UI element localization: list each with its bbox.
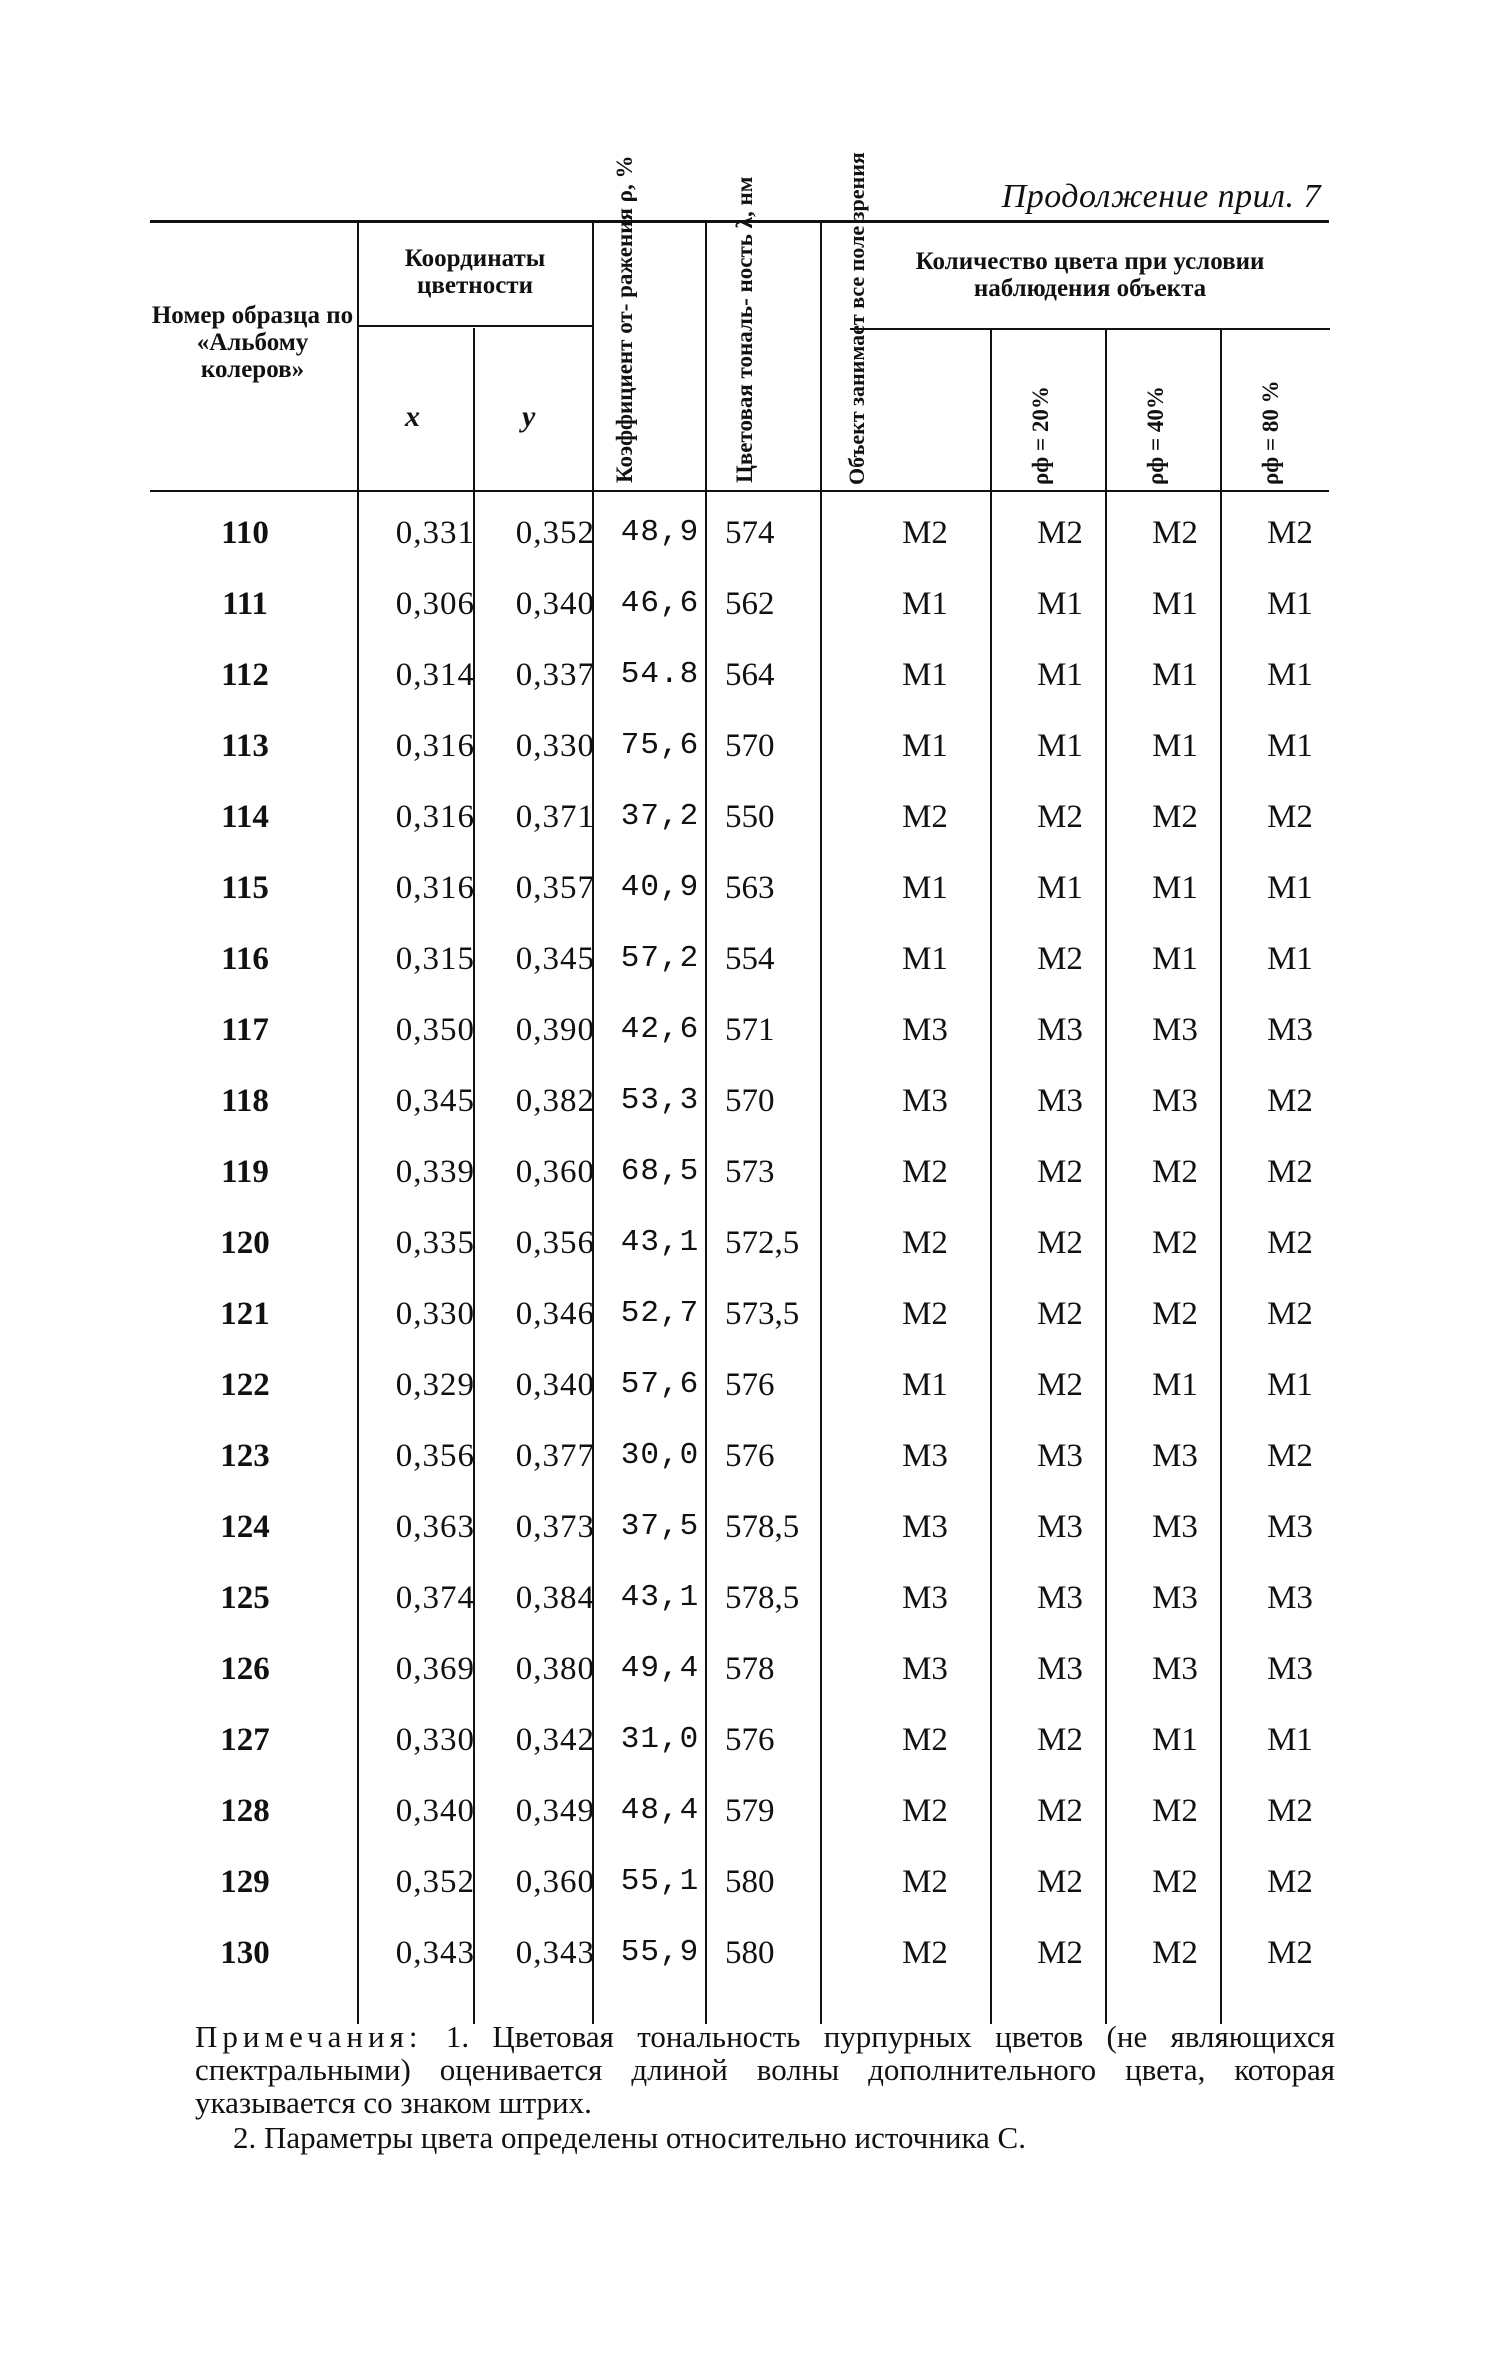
notes-block [195, 2020, 1335, 2154]
hue-wavelength-cell: 564 [725, 657, 775, 693]
quantity-rho-20-cell: М2 [1037, 799, 1083, 835]
sample-number-cell: 112 [221, 657, 269, 693]
quantity-rho-20-cell: М2 [1037, 1935, 1083, 1971]
quantity-rho-80-cell: М2 [1267, 1935, 1313, 1971]
reflectance-cell: 68,5 [620, 1154, 700, 1189]
note-2: 2. Параметры цвета определены относительно источника С. [233, 2120, 1026, 2155]
quantity-full-field-cell: М2 [902, 1225, 948, 1261]
sample-number-cell: 125 [220, 1580, 270, 1616]
quantity-full-field-cell: М2 [902, 1296, 948, 1332]
reflectance-cell: 43,1 [620, 1580, 700, 1615]
x-coordinate-cell: 0,374 [395, 1580, 475, 1616]
hue-wavelength-cell: 576 [725, 1367, 775, 1403]
header-y: y [522, 400, 536, 433]
quantity-rho-20-cell: М1 [1037, 586, 1083, 622]
hue-wavelength-cell: 570 [725, 728, 775, 764]
reflectance-cell: 40,9 [620, 870, 700, 905]
x-coordinate-cell: 0,306 [395, 586, 475, 622]
quantity-rho-40-cell: М1 [1152, 728, 1198, 764]
reflectance-cell: 37,5 [620, 1509, 700, 1544]
quantity-rho-40-cell: М3 [1152, 1651, 1198, 1687]
table-row [150, 1367, 1330, 1438]
reflectance-cell: 54.8 [620, 657, 700, 692]
table-row [150, 657, 1330, 728]
quantity-rho-40-cell: М1 [1152, 1722, 1198, 1758]
x-coordinate-cell: 0,340 [395, 1793, 475, 1829]
y-coordinate-cell: 0,384 [515, 1580, 595, 1616]
quantity-rho-80-cell: М2 [1267, 1083, 1313, 1119]
quantity-rho-80-cell: М2 [1267, 1154, 1313, 1190]
y-coordinate-cell: 0,342 [515, 1722, 595, 1758]
x-coordinate-cell: 0,350 [395, 1012, 475, 1048]
reflectance-cell: 42,6 [620, 1012, 700, 1047]
note-1: 1. Цветовая тональность пурпурных цветов (не являющихся спектральными) оценивается длиной волны дополнительного цвета, которая указывается со знаком штрих. [195, 2019, 1335, 2120]
reflectance-cell: 75,6 [620, 728, 700, 763]
sample-number-cell: 126 [220, 1651, 270, 1687]
reflectance-cell: 30,0 [620, 1438, 700, 1473]
hue-wavelength-cell: 562 [725, 586, 775, 622]
quantity-rho-40-cell: М3 [1152, 1438, 1198, 1474]
table-row [150, 870, 1330, 941]
x-coordinate-cell: 0,352 [395, 1864, 475, 1900]
hue-wavelength-cell: 580 [725, 1864, 775, 1900]
quantity-rho-40-cell: М1 [1152, 586, 1198, 622]
quantity-rho-80-cell: М2 [1267, 1225, 1313, 1261]
table-row [150, 1154, 1330, 1225]
hue-wavelength-cell: 570 [725, 1083, 775, 1119]
hue-wavelength-cell: 554 [725, 941, 775, 977]
quantity-rho-40-cell: М1 [1152, 1367, 1198, 1403]
quantity-full-field-cell: М2 [902, 1154, 948, 1190]
x-coordinate-cell: 0,316 [395, 870, 475, 906]
quantity-full-field-cell: М2 [902, 515, 948, 551]
reflectance-cell: 43,1 [620, 1225, 700, 1260]
quantity-rho-80-cell: М3 [1267, 1509, 1313, 1545]
y-coordinate-cell: 0,360 [515, 1154, 595, 1190]
y-coordinate-cell: 0,380 [515, 1651, 595, 1687]
sample-number-cell: 116 [221, 941, 269, 977]
table-row [150, 1438, 1330, 1509]
reflectance-cell: 46,6 [620, 586, 700, 621]
quantity-rho-40-cell: М1 [1152, 941, 1198, 977]
quantity-rho-20-cell: М3 [1037, 1012, 1083, 1048]
sample-number-cell: 118 [221, 1083, 269, 1119]
quantity-rho-80-cell: М2 [1267, 1793, 1313, 1829]
quantity-rho-40-cell: М2 [1152, 1225, 1198, 1261]
quantity-full-field-cell: М3 [902, 1580, 948, 1616]
reflectance-cell: 31,0 [620, 1722, 700, 1757]
quantity-rho-20-cell: М1 [1037, 657, 1083, 693]
quantity-rho-80-cell: М3 [1267, 1012, 1313, 1048]
header-sample-number: Номер образца по «Альбому колеров» [151, 302, 354, 383]
reflectance-cell: 55,9 [620, 1935, 700, 1970]
y-coordinate-cell: 0,343 [515, 1935, 595, 1971]
quantity-full-field-cell: М1 [902, 657, 948, 693]
reflectance-cell: 57,2 [620, 941, 700, 976]
quantity-rho-40-cell: М2 [1152, 1935, 1198, 1971]
sample-number-cell: 114 [221, 799, 269, 835]
x-coordinate-cell: 0,356 [395, 1438, 475, 1474]
x-coordinate-cell: 0,330 [395, 1296, 475, 1332]
quantity-rho-80-cell: М3 [1267, 1651, 1313, 1687]
quantity-full-field-cell: М2 [902, 1864, 948, 1900]
hue-wavelength-cell: 578,5 [725, 1580, 800, 1616]
sample-number-cell: 120 [220, 1225, 270, 1261]
sample-number-cell: 123 [220, 1438, 270, 1474]
y-coordinate-cell: 0,345 [515, 941, 595, 977]
reflectance-cell: 55,1 [620, 1864, 700, 1899]
header-rho-40: ρф = 40% [1143, 386, 1168, 485]
quantity-rho-80-cell: М1 [1267, 1722, 1313, 1758]
table-row [150, 1509, 1330, 1580]
quantity-full-field-cell: М3 [902, 1438, 948, 1474]
quantity-rho-20-cell: М2 [1037, 1225, 1083, 1261]
header-rho-20: ρф = 20% [1028, 386, 1053, 485]
x-coordinate-cell: 0,345 [395, 1083, 475, 1119]
quantity-full-field-cell: М2 [902, 1722, 948, 1758]
y-coordinate-cell: 0,360 [515, 1864, 595, 1900]
quantity-full-field-cell: М1 [902, 586, 948, 622]
table-row [150, 728, 1330, 799]
reflectance-cell: 48,9 [620, 515, 700, 550]
quantity-rho-20-cell: М3 [1037, 1438, 1083, 1474]
hue-wavelength-cell: 572,5 [725, 1225, 800, 1261]
x-coordinate-cell: 0,369 [395, 1651, 475, 1687]
quantity-full-field-cell: М3 [902, 1012, 948, 1048]
x-coordinate-cell: 0,331 [395, 515, 475, 551]
y-coordinate-cell: 0,382 [515, 1083, 595, 1119]
quantity-rho-20-cell: М1 [1037, 728, 1083, 764]
x-coordinate-cell: 0,329 [395, 1367, 475, 1403]
quantity-rho-80-cell: М3 [1267, 1580, 1313, 1616]
hue-wavelength-cell: 576 [725, 1722, 775, 1758]
quantity-full-field-cell: М3 [902, 1083, 948, 1119]
header-color-quantity: Количество цвета при условии наблюдения объекта [915, 248, 1265, 302]
y-coordinate-cell: 0,346 [515, 1296, 595, 1332]
quantity-rho-40-cell: М2 [1152, 1793, 1198, 1829]
x-coordinate-cell: 0,314 [395, 657, 475, 693]
hue-wavelength-cell: 573,5 [725, 1296, 800, 1332]
quantity-rho-20-cell: М2 [1037, 1864, 1083, 1900]
quantity-full-field-cell: М2 [902, 1793, 948, 1829]
hue-wavelength-cell: 573 [725, 1154, 775, 1190]
table-row [150, 941, 1330, 1012]
hue-wavelength-cell: 563 [725, 870, 775, 906]
y-coordinate-cell: 0,390 [515, 1012, 595, 1048]
quantity-rho-20-cell: М2 [1037, 1367, 1083, 1403]
quantity-rho-80-cell: М2 [1267, 799, 1313, 835]
y-coordinate-cell: 0,373 [515, 1509, 595, 1545]
quantity-rho-20-cell: М1 [1037, 870, 1083, 906]
quantity-rho-20-cell: М3 [1037, 1083, 1083, 1119]
reflectance-cell: 37,2 [620, 799, 700, 834]
coords-subheader-rule [357, 325, 592, 327]
sample-number-cell: 121 [220, 1296, 270, 1332]
sample-number-cell: 130 [220, 1935, 270, 1971]
table-header-rule [150, 490, 1329, 492]
quantity-rho-20-cell: М2 [1037, 1793, 1083, 1829]
quantity-full-field-cell: М1 [902, 870, 948, 906]
notes-label: Примечания: [195, 2019, 423, 2054]
quantity-rho-20-cell: М2 [1037, 1154, 1083, 1190]
table-row [150, 586, 1330, 657]
sample-number-cell: 129 [220, 1864, 270, 1900]
hue-wavelength-cell: 578 [725, 1651, 775, 1687]
y-coordinate-cell: 0,356 [515, 1225, 595, 1261]
quantity-rho-40-cell: М2 [1152, 1296, 1198, 1332]
quantity-rho-40-cell: М3 [1152, 1580, 1198, 1616]
x-coordinate-cell: 0,335 [395, 1225, 475, 1261]
sample-number-cell: 117 [221, 1012, 269, 1048]
x-coordinate-cell: 0,343 [395, 1935, 475, 1971]
quantity-rho-40-cell: М1 [1152, 870, 1198, 906]
hue-wavelength-cell: 574 [725, 515, 775, 551]
quantity-rho-40-cell: М2 [1152, 515, 1198, 551]
hue-wavelength-cell: 578,5 [725, 1509, 800, 1545]
quantity-rho-40-cell: М3 [1152, 1509, 1198, 1545]
y-coordinate-cell: 0,371 [515, 799, 595, 835]
hue-wavelength-cell: 576 [725, 1438, 775, 1474]
y-coordinate-cell: 0,357 [515, 870, 595, 906]
header-hue-wavelength: Цветовая тональ- ность λ, нм [732, 176, 757, 483]
sample-number-cell: 128 [220, 1793, 270, 1829]
quantity-rho-20-cell: М2 [1037, 941, 1083, 977]
table-row [150, 1651, 1330, 1722]
quantity-full-field-cell: М1 [902, 941, 948, 977]
quantity-rho-80-cell: М2 [1267, 1296, 1313, 1332]
y-coordinate-cell: 0,377 [515, 1438, 595, 1474]
quantity-rho-80-cell: М1 [1267, 657, 1313, 693]
sample-number-cell: 111 [222, 586, 268, 622]
hue-wavelength-cell: 580 [725, 1935, 775, 1971]
table-row [150, 1793, 1330, 1864]
header-chromaticity-coordinates: Координаты цветности [404, 245, 546, 299]
sample-number-cell: 115 [221, 870, 269, 906]
sample-number-cell: 119 [221, 1154, 269, 1190]
y-coordinate-cell: 0,337 [515, 657, 595, 693]
quantity-full-field-cell: М3 [902, 1509, 948, 1545]
quantity-rho-20-cell: М3 [1037, 1509, 1083, 1545]
x-coordinate-cell: 0,330 [395, 1722, 475, 1758]
reflectance-cell: 57,6 [620, 1367, 700, 1402]
table-row [150, 1935, 1330, 2006]
header-full-field: Объект занимает все поле зрения [844, 152, 869, 485]
x-coordinate-cell: 0,363 [395, 1509, 475, 1545]
quantity-full-field-cell: М1 [902, 1367, 948, 1403]
quantity-subheader-rule [850, 328, 1330, 330]
hue-wavelength-cell: 579 [725, 1793, 775, 1829]
quantity-rho-80-cell: М1 [1267, 941, 1313, 977]
quantity-full-field-cell: М2 [902, 1935, 948, 1971]
quantity-full-field-cell: М2 [902, 799, 948, 835]
table-row [150, 1580, 1330, 1651]
quantity-rho-20-cell: М2 [1037, 1722, 1083, 1758]
header-rho-80: ρф = 80 % [1258, 380, 1283, 485]
quantity-rho-20-cell: М2 [1037, 1296, 1083, 1332]
y-coordinate-cell: 0,330 [515, 728, 595, 764]
table-row [150, 1296, 1330, 1367]
continuation-caption: Продолжение прил. 7 [1001, 178, 1321, 215]
sample-number-cell: 122 [220, 1367, 270, 1403]
quantity-full-field-cell: М3 [902, 1651, 948, 1687]
quantity-rho-20-cell: М3 [1037, 1651, 1083, 1687]
y-coordinate-cell: 0,349 [515, 1793, 595, 1829]
quantity-rho-80-cell: М1 [1267, 1367, 1313, 1403]
table-row [150, 1722, 1330, 1793]
quantity-rho-40-cell: М2 [1152, 1864, 1198, 1900]
sample-number-cell: 127 [220, 1722, 270, 1758]
header-x: x [405, 400, 420, 433]
sample-number-cell: 113 [221, 728, 269, 764]
reflectance-cell: 49,4 [620, 1651, 700, 1686]
x-coordinate-cell: 0,316 [395, 799, 475, 835]
reflectance-cell: 53,3 [620, 1083, 700, 1118]
table-row [150, 1012, 1330, 1083]
y-coordinate-cell: 0,352 [515, 515, 595, 551]
table-row [150, 799, 1330, 870]
quantity-rho-80-cell: М1 [1267, 870, 1313, 906]
sample-number-cell: 124 [220, 1509, 270, 1545]
x-coordinate-cell: 0,316 [395, 728, 475, 764]
quantity-rho-20-cell: М2 [1037, 515, 1083, 551]
table-row [150, 1864, 1330, 1935]
sample-number-cell: 110 [221, 515, 269, 551]
quantity-rho-40-cell: М3 [1152, 1012, 1198, 1048]
quantity-rho-40-cell: М1 [1152, 657, 1198, 693]
hue-wavelength-cell: 571 [725, 1012, 775, 1048]
quantity-full-field-cell: М1 [902, 728, 948, 764]
table-row [150, 1083, 1330, 1154]
quantity-rho-20-cell: М3 [1037, 1580, 1083, 1616]
y-coordinate-cell: 0,340 [515, 586, 595, 622]
quantity-rho-80-cell: М2 [1267, 1864, 1313, 1900]
quantity-rho-40-cell: М3 [1152, 1083, 1198, 1119]
quantity-rho-80-cell: М2 [1267, 515, 1313, 551]
table-row [150, 515, 1330, 586]
y-coordinate-cell: 0,340 [515, 1367, 595, 1403]
quantity-rho-40-cell: М2 [1152, 799, 1198, 835]
x-coordinate-cell: 0,339 [395, 1154, 475, 1190]
table-row [150, 1225, 1330, 1296]
reflectance-cell: 48,4 [620, 1793, 700, 1828]
quantity-rho-80-cell: М1 [1267, 728, 1313, 764]
quantity-rho-80-cell: М1 [1267, 586, 1313, 622]
quantity-rho-40-cell: М2 [1152, 1154, 1198, 1190]
reflectance-cell: 52,7 [620, 1296, 700, 1331]
hue-wavelength-cell: 550 [725, 799, 775, 835]
x-coordinate-cell: 0,315 [395, 941, 475, 977]
header-reflectance: Коэффициент от- ражения ρ, % [612, 155, 637, 483]
quantity-rho-80-cell: М2 [1267, 1438, 1313, 1474]
